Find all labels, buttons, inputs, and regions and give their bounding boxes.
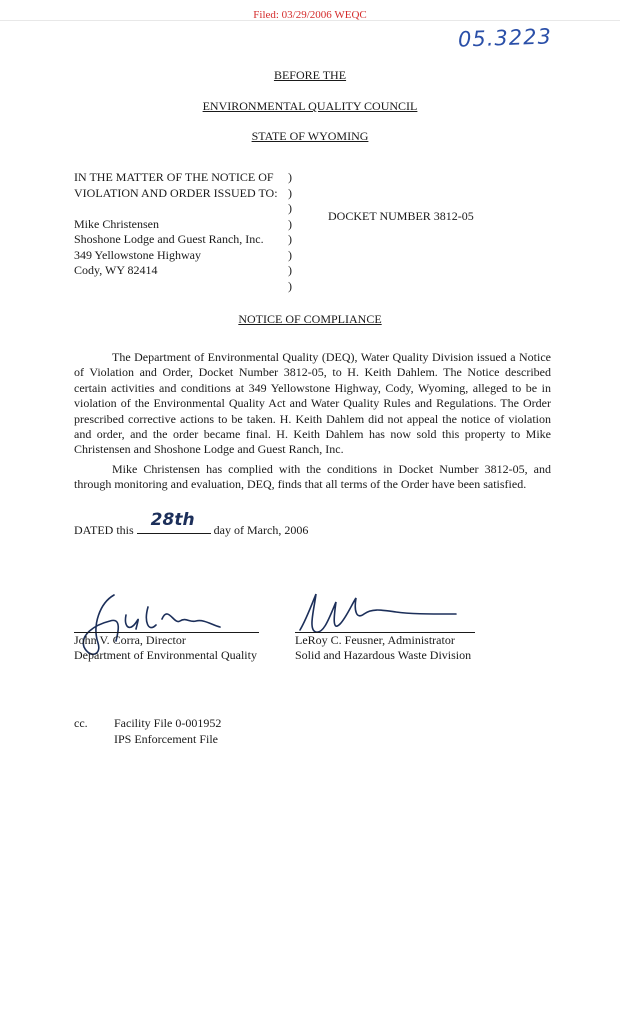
- signatory-left-title: Department of Environmental Quality: [74, 648, 257, 662]
- signatory-right-title: Solid and Hazardous Waste Division: [295, 648, 472, 662]
- cc-item-enforcement-file: IPS Enforcement File: [114, 731, 218, 746]
- respondent-name: Mike Christensen: [74, 216, 159, 231]
- signatory-right-name: LeRoy C. Feusner, Administrator: [295, 633, 455, 647]
- respondent-city: Cody, WY 82414: [74, 263, 158, 277]
- handwritten-docket-number: 05.3223: [457, 24, 553, 52]
- signatory-left-name: John V. Corra, Director: [74, 633, 186, 647]
- matter-line-2: VIOLATION AND ORDER ISSUED TO:: [74, 185, 278, 200]
- case-caption: [74, 170, 278, 279]
- respondent-street: 349 Yellowstone Highway: [74, 247, 202, 262]
- cc-list: [114, 716, 221, 747]
- dated-prefix: DATED this: [74, 523, 134, 537]
- docket-number: DOCKET NUMBER 3812-05: [328, 209, 474, 223]
- header-before-the: BEFORE THE: [273, 68, 347, 82]
- filed-stamp: Filed: 03/29/2006 WEQC: [253, 9, 367, 21]
- matter-line-1: IN THE MATTER OF THE NOTICE OF: [74, 170, 274, 184]
- cc-label: cc.: [74, 716, 88, 730]
- dated-day-handwritten: 28th: [150, 510, 195, 530]
- dated-day-blank: [137, 510, 211, 534]
- header-council: ENVIRONMENTAL QUALITY COUNCIL: [202, 99, 418, 113]
- signatory-left: [74, 633, 257, 663]
- respondent-company: Shoshone Lodge and Guest Ranch, Inc.: [74, 232, 264, 246]
- cc-item-facility-file: Facility File 0-001952: [114, 716, 222, 730]
- dated-suffix: day of March, 2006: [213, 523, 309, 537]
- header-state: STATE OF WYOMING: [251, 129, 369, 143]
- signatory-right: [295, 633, 471, 663]
- notice-title: NOTICE OF COMPLIANCE: [238, 312, 382, 326]
- body-paragraph-1: The Department of Environmental Quality (DEQ), Water Quality Division issued a Notice of Violation and Order, Docket Number 3812-05, to H. Keith Dahlem. The Notice described certain activities and conditions at 349 Yellowstone Highway, Cody, Wyoming, alleged to be in violation of the Environmental Quality Act and Water Quality Rules and Regulations. The Order prescribed corrective actions to be taken. H. Keith Dahlem did not appeal the notice of violation and order, and the order became final. H. Keith Dahlem has now sold this property to Mike Christensen and Shoshone Lodge and Guest Ranch, Inc.: [74, 350, 551, 457]
- caption-parentheses: ) ) ) ) ) ) ) ): [288, 170, 292, 293]
- dated-line: [74, 510, 309, 538]
- body-paragraph-2: Mike Christensen has complied with the conditions in Docket Number 3812-05, and through monitoring and evaluation, DEQ, finds that all terms of the Order have been satisfied.: [74, 462, 551, 492]
